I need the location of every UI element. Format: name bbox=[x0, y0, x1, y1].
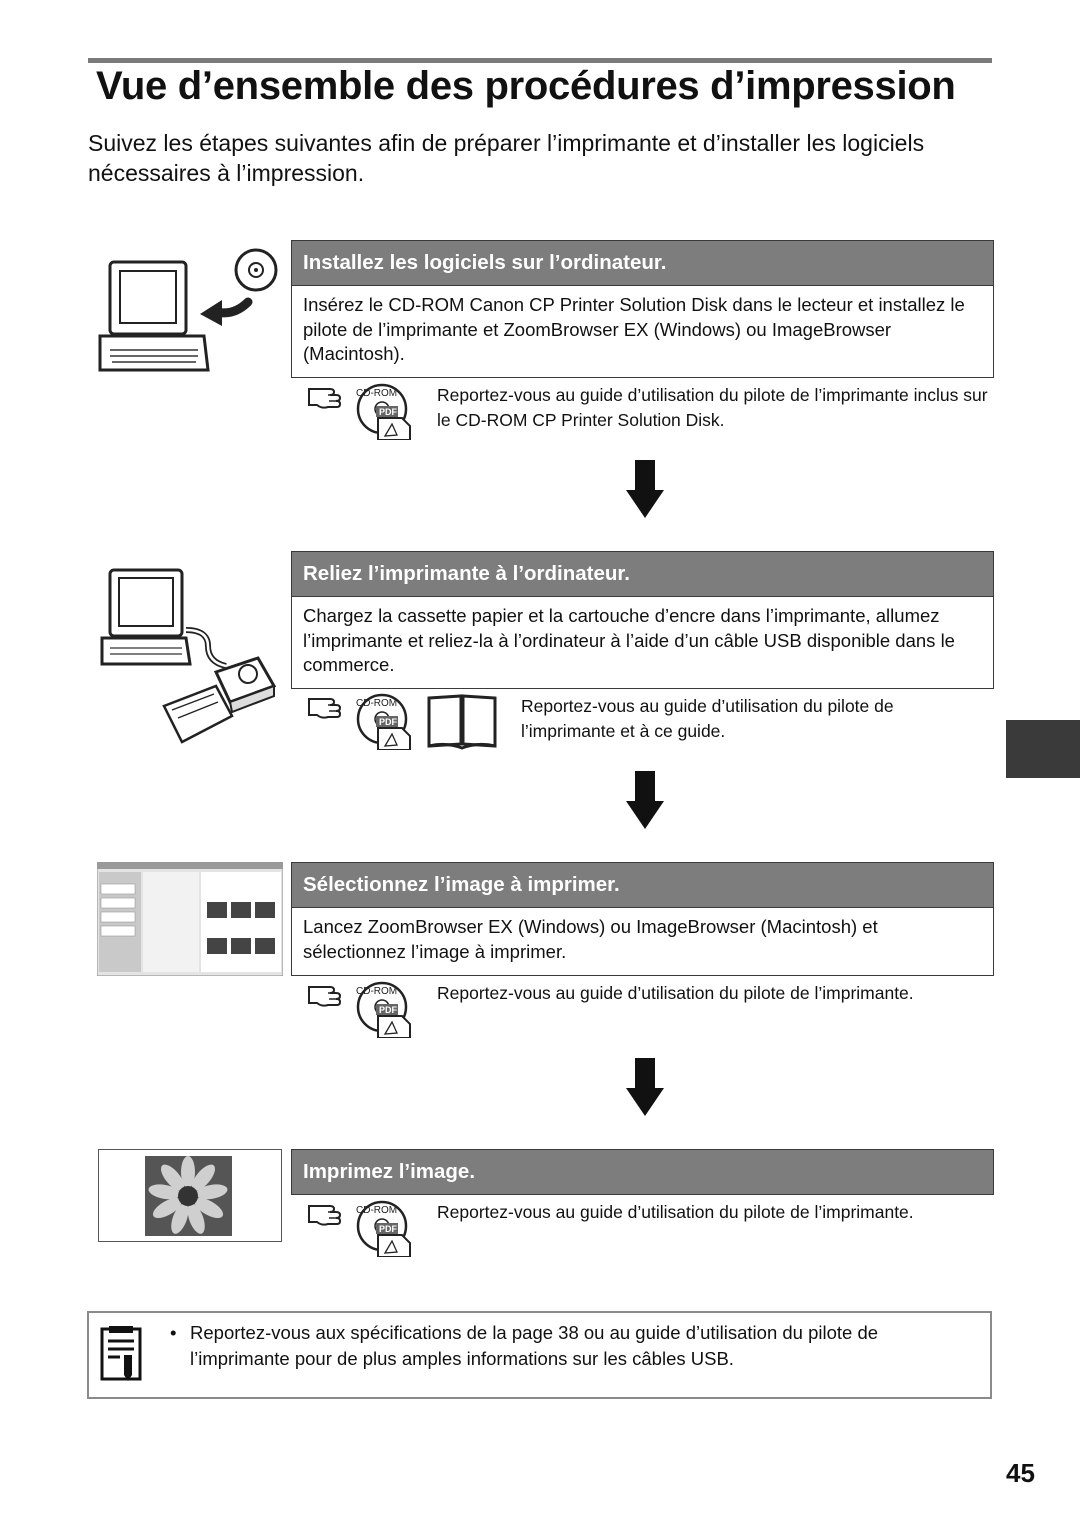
reference-text: Reportez-vous au guide d’utilisation du pilote de l’imprimante inclus sur le CD-ROM CP Printer Solution Disk. bbox=[437, 385, 988, 430]
step-box-install bbox=[291, 240, 994, 378]
reference-text: Reportez-vous au guide d’utilisation du pilote de l’imprimante. bbox=[437, 983, 914, 1003]
step-body: Insérez le CD-ROM Canon CP Printer Solution Disk dans le lecteur et installez le pilote de l’imprimante et ZoomBrowser EX (Windows) ou ImageBrowser (Macintosh). bbox=[303, 294, 965, 364]
pointing-hand-icon bbox=[306, 693, 348, 723]
cdrom-label: CD-ROM bbox=[356, 1205, 398, 1216]
pdf-label: PDF bbox=[379, 1005, 397, 1015]
pdf-label: PDF bbox=[379, 407, 397, 417]
page-title: Vue d’ensemble des procédures d’impression bbox=[96, 64, 956, 108]
cdrom-pdf-icon bbox=[352, 692, 412, 750]
book-icon bbox=[426, 692, 498, 750]
step-box-print bbox=[291, 1149, 994, 1195]
cdrom-pdf-icon bbox=[352, 980, 412, 1038]
pointing-hand-icon bbox=[306, 1200, 348, 1230]
computer-with-printer-icon bbox=[98, 566, 288, 752]
cdrom-label: CD-ROM bbox=[356, 986, 398, 997]
step-box-select bbox=[291, 862, 994, 976]
step-title: Installez les logiciels sur l’ordinateur. bbox=[292, 241, 993, 286]
step-title: Sélectionnez l’image à imprimer. bbox=[292, 863, 993, 908]
reference-text: Reportez-vous au guide d’utilisation du pilote de l’imprimante. bbox=[437, 1202, 914, 1222]
chapter-tab bbox=[1006, 720, 1080, 778]
step-body: Lancez ZoomBrowser EX (Windows) ou ImageBrowser (Macintosh) et sélectionnez l’image à imprimer. bbox=[303, 916, 878, 962]
cdrom-pdf-icon bbox=[352, 382, 412, 440]
zoombrowser-screenshot bbox=[97, 862, 283, 976]
title-rule bbox=[88, 58, 992, 63]
computer-with-cd-icon bbox=[96, 246, 286, 378]
cdrom-label: CD-ROM bbox=[356, 698, 398, 709]
page-number: 45 bbox=[1006, 1458, 1035, 1488]
reference-text: Reportez-vous au guide d’utilisation du pilote de l’imprimante et à ce guide. bbox=[521, 696, 894, 741]
pointing-hand-icon bbox=[306, 383, 348, 413]
pdf-label: PDF bbox=[379, 1224, 397, 1234]
step-title: Imprimez l’image. bbox=[292, 1150, 993, 1194]
step-title: Reliez l’imprimante à l’ordinateur. bbox=[292, 552, 993, 597]
memo-icon bbox=[100, 1325, 144, 1383]
pdf-label: PDF bbox=[379, 717, 397, 727]
step-body: Chargez la cassette papier et la cartouche d’encre dans l’imprimante, allumez l’imprimante et reliez-la à l’ordinateur à l’aide d’un câble USB disponible dans le commerce. bbox=[303, 605, 955, 675]
step-box-connect bbox=[291, 551, 994, 689]
note-bullet: • bbox=[170, 1322, 177, 1343]
down-arrow-icon bbox=[626, 460, 664, 518]
cdrom-pdf-icon bbox=[352, 1199, 412, 1257]
down-arrow-icon bbox=[626, 771, 664, 829]
cdrom-label: CD-ROM bbox=[356, 388, 398, 399]
pointing-hand-icon bbox=[306, 981, 348, 1011]
flower-print-photo bbox=[98, 1149, 282, 1242]
intro-text: Suivez les étapes suivantes afin de préparer l’imprimante et d’installer les logiciels nécessaires à l’impression. bbox=[88, 130, 925, 186]
down-arrow-icon bbox=[626, 1058, 664, 1116]
note-text: Reportez-vous aux spécifications de la page 38 ou au guide d’utilisation du pilote de l’imprimante pour de plus amples informations sur les câbles USB. bbox=[190, 1322, 879, 1369]
